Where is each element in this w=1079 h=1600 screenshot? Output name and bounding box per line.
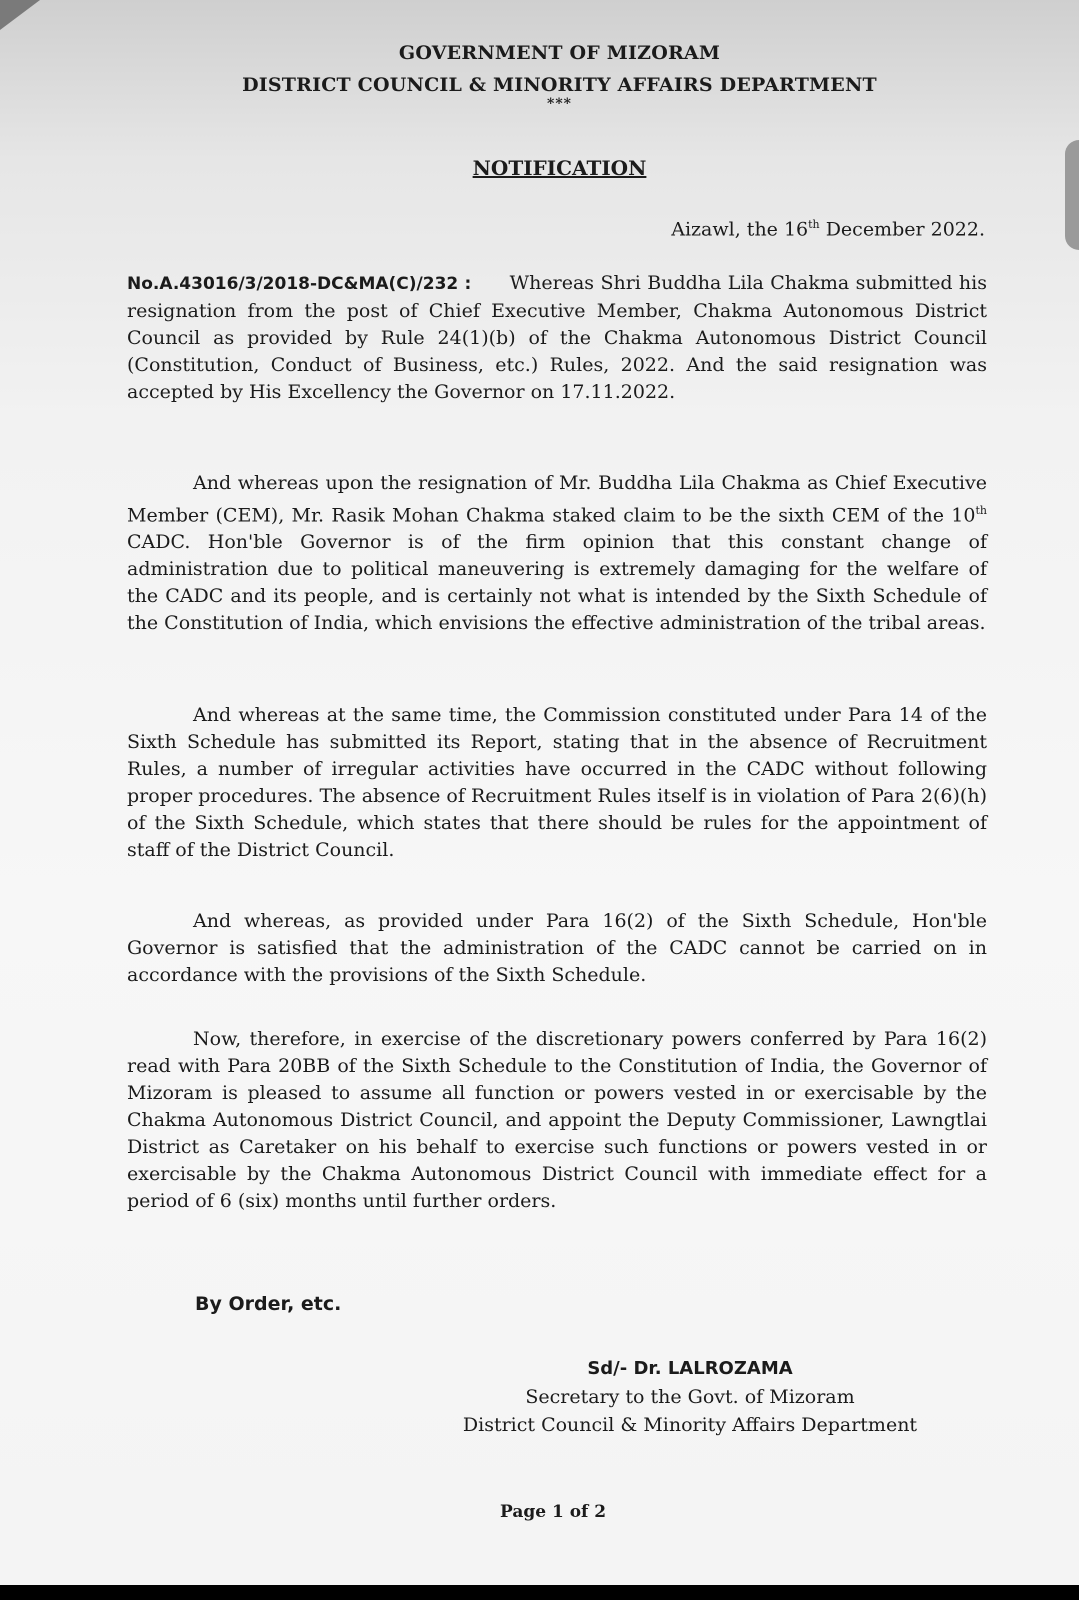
paragraph-1: No.A.43016/3/2018-DC&MA(C)/232 : Whereas Shri Buddha Lila Chakma submitted his resignation from the post of Chief Executive Member, Chakma Autonomous District Council as provided by Rule 24(1)(b) of the Chakma Autonomous District Council (Constitution, Conduct of Business, etc.) Rules, 2022. And the said resignation was accepted by His Excellency the Governor on 17.11.2022.: [127, 272, 987, 403]
by-order: By Order, etc.: [195, 1293, 342, 1315]
page-number: Page 1 of 2: [500, 1502, 607, 1522]
paragraph-4: And whereas, as provided under Para 16(2) of the Sixth Schedule, Hon'ble Governor is satisfied that the administration of the CADC cannot be carried on in accordance with the provisions of the Sixth Schedule.: [127, 910, 987, 986]
page-corner-fold: [0, 0, 40, 30]
notification-title: NOTIFICATION: [472, 156, 647, 180]
paragraph-2: And whereas upon the resignation of Mr. Buddha Lila Chakma as Chief Executive Member (CEM), Mr. Rasik Mohan Chakma staked claim to be the sixth CEM of the 10th CADC. Hon'ble Governor is of the firm opinion that this constant change of administration due to political maneuvering is extremely damaging for the welfare of the CADC and its people, and is certainly not what is intended by the Sixth Schedule of the Constitution of India, which envisions the effective administration of the tribal areas.: [127, 472, 987, 635]
paragraph-5: Now, therefore, in exercise of the discretionary powers conferred by Para 16(2) read with Para 20BB of the Sixth Schedule to the Constitution of India, the Governor of Mizoram is pleased to assume all function or powers vested in or exercisable by the Chakma Autonomous District Council, and appoint the Deputy Commissioner, Lawngtlai District as Caretaker on his behalf to exercise such functions or powers vested in or exercisable by the Chakma Autonomous District Council with immediate effect for a period of 6 (six) months until further orders.: [127, 1028, 987, 1212]
signatory-name: Sd/- Dr. LALROZAMA: [587, 1358, 793, 1379]
signatory-department: District Council & Minority Affairs Department: [462, 1414, 918, 1436]
header-government: GOVERNMENT OF MIZORAM: [398, 42, 721, 64]
bottom-bar: [0, 1585, 1079, 1600]
header-separator: ***: [547, 96, 572, 112]
reference-number: No.A.43016/3/2018-DC&MA(C)/232: [127, 274, 459, 294]
date-line: Aizawl, the 16th December 2022.: [671, 218, 985, 241]
header-department: DISTRICT COUNCIL & MINORITY AFFAIRS DEPARTMENT: [242, 74, 877, 96]
signatory-designation: Secretary to the Govt. of Mizoram: [525, 1386, 855, 1408]
paragraph-3: And whereas at the same time, the Commission constituted under Para 14 of the Sixth Schedule has submitted its Report, stating that in the absence of Recruitment Rules, a number of irregular activities have occurred in the CADC without following proper procedures. The absence of Recruitment Rules itself is in violation of Para 2(6)(h) of the Sixth Schedule, which states that there should be rules for the appointment of staff of the District Council.: [127, 704, 987, 861]
